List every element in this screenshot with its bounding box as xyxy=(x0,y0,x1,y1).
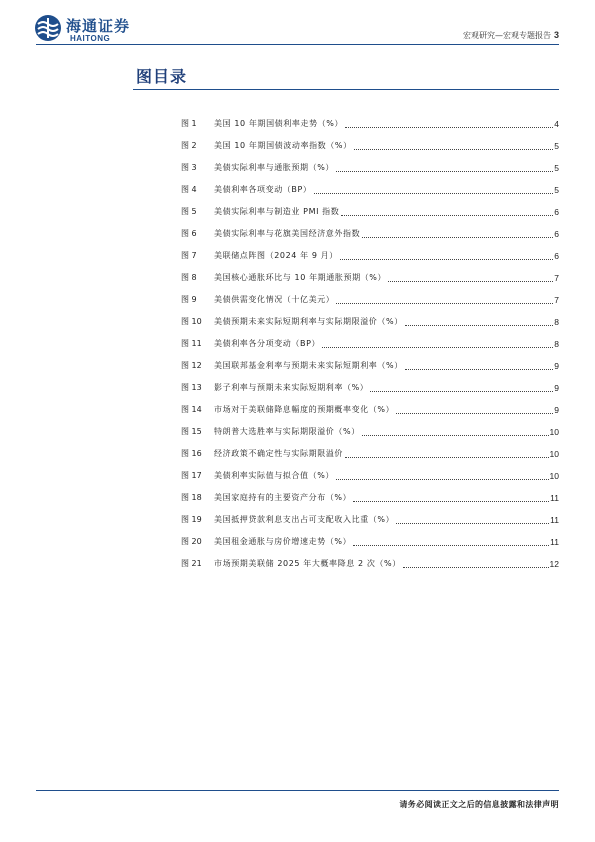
toc-leader-dots xyxy=(370,382,553,392)
logo-english-name: HAITONG xyxy=(70,34,111,43)
toc-figure-title[interactable]: 美国联邦基金利率与预期未来实际短期利率（%） xyxy=(214,361,403,370)
toc-figure-number: 图 21 xyxy=(181,559,202,568)
toc-leader-dots xyxy=(340,250,553,260)
toc-leader-dots xyxy=(345,118,553,128)
haitong-logo-icon xyxy=(34,14,62,42)
toc-leader-dots xyxy=(345,448,549,458)
toc-leader-dots xyxy=(322,338,553,348)
footer-disclaimer: 请务必阅读正文之后的信息披露和法律声明 xyxy=(399,800,559,809)
toc-figure-number: 图 20 xyxy=(181,537,202,546)
toc-leader-dots xyxy=(396,404,553,414)
toc-figure-number: 图 14 xyxy=(181,405,202,414)
toc-page-number[interactable]: 11 xyxy=(550,515,559,525)
toc-entry[interactable] xyxy=(181,470,559,492)
toc-page-number[interactable]: 9 xyxy=(554,361,559,371)
report-type: 宏观研究—宏观专题报告 xyxy=(462,31,551,40)
toc-page-number[interactable]: 8 xyxy=(554,339,559,349)
toc-figure-title[interactable]: 美国租金通胀与房价增速走势（%） xyxy=(214,537,352,546)
toc-figure-title[interactable]: 美债实际利率与制造业 PMI 指数 xyxy=(214,207,340,216)
toc-figure-number: 图 15 xyxy=(181,427,202,436)
toc-leader-dots xyxy=(396,514,549,524)
toc-leader-dots xyxy=(405,360,553,370)
toc-entry[interactable] xyxy=(181,140,559,162)
toc-entry[interactable] xyxy=(181,294,559,316)
toc-page-number[interactable]: 4 xyxy=(554,119,559,129)
header-divider xyxy=(36,44,559,45)
toc-entry[interactable] xyxy=(181,206,559,228)
toc-entry[interactable] xyxy=(181,448,559,470)
toc-figure-title[interactable]: 市场预期美联储 2025 年大概率降息 2 次（%） xyxy=(214,559,401,568)
toc-figure-number: 图 3 xyxy=(181,163,197,172)
toc-figure-number: 图 6 xyxy=(181,229,197,238)
toc-figure-number: 图 18 xyxy=(181,493,202,502)
toc-leader-dots xyxy=(336,470,549,480)
toc-page-number[interactable]: 9 xyxy=(554,383,559,393)
toc-page-number[interactable]: 5 xyxy=(554,141,559,151)
toc-entry[interactable] xyxy=(181,360,559,382)
toc-entry[interactable] xyxy=(181,536,559,558)
toc-entry[interactable] xyxy=(181,316,559,338)
toc-leader-dots xyxy=(388,272,553,282)
toc-page-number[interactable]: 5 xyxy=(554,163,559,173)
toc-figure-title[interactable]: 美债预期未来实际短期利率与实际期限溢价（%） xyxy=(214,317,403,326)
page-title: 图目录 xyxy=(136,67,188,86)
toc-entry[interactable] xyxy=(181,162,559,184)
toc-entry[interactable] xyxy=(181,492,559,514)
toc-figure-title[interactable]: 经济政策不确定性与实际期限溢价 xyxy=(214,449,343,458)
toc-figure-title[interactable]: 美国 10 年期国债波动率指数（%） xyxy=(214,141,352,150)
toc-figure-title[interactable]: 美债实际利率与通胀预期（%） xyxy=(214,163,335,172)
toc-figure-number: 图 17 xyxy=(181,471,202,480)
toc-entry[interactable] xyxy=(181,338,559,360)
toc-figure-number: 图 10 xyxy=(181,317,202,326)
toc-page-number[interactable]: 7 xyxy=(554,295,559,305)
toc-figure-number: 图 13 xyxy=(181,383,202,392)
toc-figure-title[interactable]: 美债利率各分项变动（BP） xyxy=(214,339,321,348)
toc-figure-title[interactable]: 美国 10 年期国债利率走势（%） xyxy=(214,119,344,128)
toc-entry[interactable] xyxy=(181,404,559,426)
toc-entry[interactable] xyxy=(181,514,559,536)
toc-entry[interactable] xyxy=(181,272,559,294)
toc-page-number[interactable]: 6 xyxy=(554,229,559,239)
company-logo xyxy=(34,14,154,46)
toc-page-number[interactable]: 9 xyxy=(554,405,559,415)
header-report-info xyxy=(463,30,559,41)
toc-figure-number: 图 1 xyxy=(181,119,197,128)
toc-figure-number: 图 7 xyxy=(181,251,197,260)
toc-figure-number: 图 2 xyxy=(181,141,197,150)
toc-figure-title[interactable]: 美国家庭持有的主要资产分布（%） xyxy=(214,493,352,502)
toc-leader-dots xyxy=(354,140,554,150)
toc-page-number[interactable]: 8 xyxy=(554,317,559,327)
toc-figure-title[interactable]: 影子利率与预期未来实际短期利率（%） xyxy=(214,383,369,392)
toc-page-number[interactable]: 11 xyxy=(550,493,559,503)
toc-entry[interactable] xyxy=(181,250,559,272)
toc-page-number[interactable]: 12 xyxy=(549,559,559,569)
toc-leader-dots xyxy=(314,184,554,194)
toc-figure-title[interactable]: 美债利率实际值与拟合值（%） xyxy=(214,471,335,480)
toc-entry[interactable] xyxy=(181,382,559,404)
toc-leader-dots xyxy=(403,558,549,568)
page-number: 3 xyxy=(553,30,559,40)
title-divider xyxy=(133,89,559,90)
toc-leader-dots xyxy=(341,206,553,216)
toc-figure-number: 图 16 xyxy=(181,449,202,458)
footer-divider xyxy=(36,790,559,791)
toc-page-number[interactable]: 10 xyxy=(549,449,559,459)
toc-entry[interactable] xyxy=(181,558,559,580)
toc-figure-title[interactable]: 市场对于美联储降息幅度的预期概率变化（%） xyxy=(214,405,395,414)
toc-entry[interactable] xyxy=(181,118,559,140)
toc-page-number[interactable]: 6 xyxy=(554,207,559,217)
toc-figure-number: 图 11 xyxy=(181,339,202,348)
toc-page-number[interactable]: 10 xyxy=(549,427,559,437)
toc-figure-title[interactable]: 特朗普大选胜率与实际期限溢价（%） xyxy=(214,427,360,436)
toc-figure-number: 图 9 xyxy=(181,295,197,304)
toc-figure-title[interactable]: 美国抵押贷款利息支出占可支配收入比重（%） xyxy=(214,515,395,524)
toc-leader-dots xyxy=(353,536,549,546)
toc-figure-title[interactable]: 美债实际利率与花旗美国经济意外指数 xyxy=(214,229,361,238)
toc-page-number[interactable]: 11 xyxy=(550,537,559,547)
toc-leader-dots xyxy=(362,228,553,238)
toc-figure-title[interactable]: 美债利率各项变动（BP） xyxy=(214,185,312,194)
toc-figure-title[interactable]: 美联储点阵图（2024 年 9 月） xyxy=(214,251,338,260)
toc-figure-title[interactable]: 美债供需变化情况（十亿美元） xyxy=(214,295,335,304)
toc-leader-dots xyxy=(405,316,553,326)
toc-figure-title[interactable]: 美国核心通胀环比与 10 年期通胀预期（%） xyxy=(214,273,387,282)
toc-entry[interactable] xyxy=(181,426,559,448)
figure-table-of-contents xyxy=(181,118,559,580)
toc-figure-number: 图 12 xyxy=(181,361,202,370)
toc-figure-number: 图 4 xyxy=(181,185,197,194)
toc-page-number[interactable]: 7 xyxy=(554,273,559,283)
toc-page-number[interactable]: 5 xyxy=(554,185,559,195)
toc-page-number[interactable]: 10 xyxy=(549,471,559,481)
toc-leader-dots xyxy=(353,492,549,502)
toc-figure-number: 图 8 xyxy=(181,273,197,282)
toc-leader-dots xyxy=(362,426,549,436)
toc-leader-dots xyxy=(336,162,553,172)
toc-page-number[interactable]: 6 xyxy=(554,251,559,261)
toc-entry[interactable] xyxy=(181,228,559,250)
toc-entry[interactable] xyxy=(181,184,559,206)
toc-leader-dots xyxy=(336,294,553,304)
toc-figure-number: 图 19 xyxy=(181,515,202,524)
toc-figure-number: 图 5 xyxy=(181,207,197,216)
logo-chinese-name: 海通证券 xyxy=(66,17,131,35)
